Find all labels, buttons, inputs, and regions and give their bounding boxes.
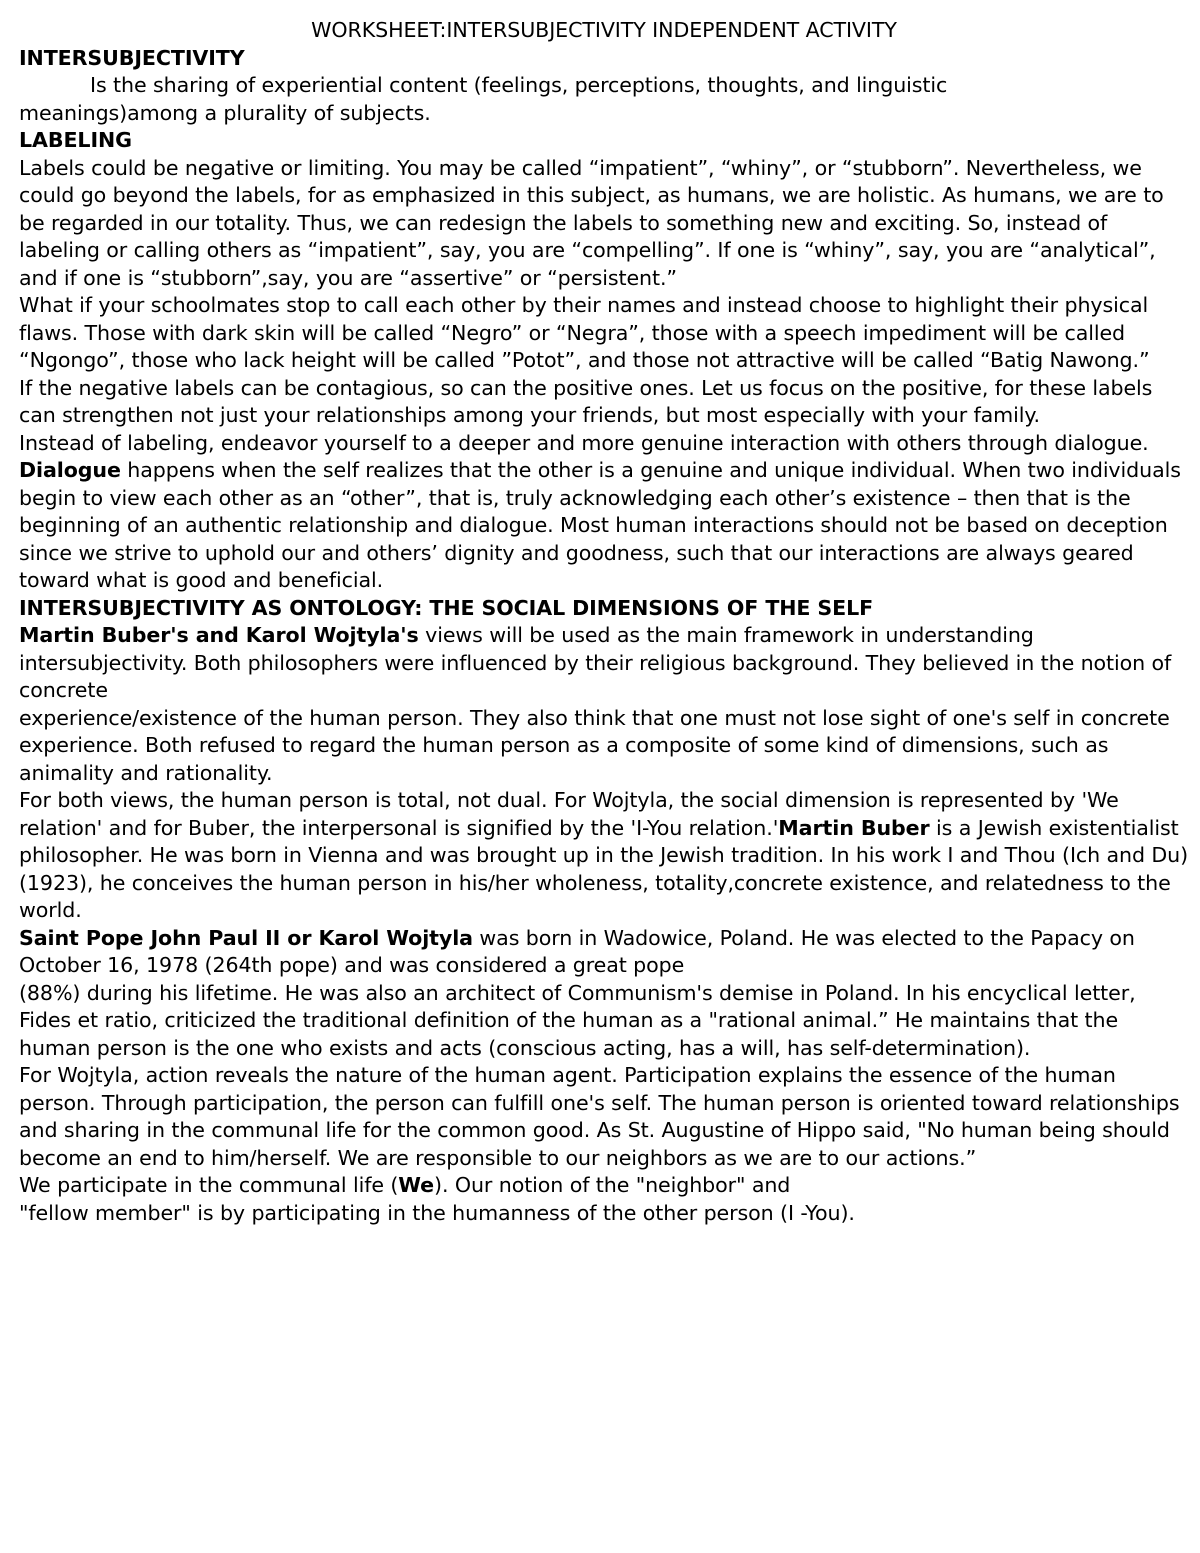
ontology-paragraph-3-cont-3: human person is the one who exists and acts (conscious acting, has a will, has self-determination). xyxy=(19,1035,1031,1060)
ontology-p2-text-b: is a Jewish existentialist philosopher. He was born in Vienna and was brought up in the Jewish tradition. In his work I and Thou (Ich and Du) (1923), he conceives the human person in his/her wholeness, totality,concrete existence, and relatedness to the world. xyxy=(19,815,1189,922)
ontology-paragraph-3-cont-2: Fides et ratio, criticized the traditional definition of the human as a "rational animal.” He maintains that the xyxy=(19,1008,1119,1032)
ontology-paragraph-1-cont: experience/existence of the human person. They also think that one must not lose sight of one's self in concrete experience. Both refused to regard the human person as a composite of some kind of dimensions, such as animality and rationality. xyxy=(19,705,1170,785)
martin-buber-name: Martin Buber xyxy=(778,815,930,840)
labeling-paragraph-4 xyxy=(19,430,1189,595)
ontology-paragraph-4: For Wojtyla, action reveals the nature of the human agent. Participation explains the essence of the human xyxy=(19,1063,1116,1087)
definition-line-2: meanings)among a plurality of subjects. xyxy=(19,100,431,125)
ontology-paragraph-5-cont: "fellow member" is by participating in the humanness of the other person (I -You). xyxy=(19,1200,855,1225)
ontology-paragraph-2 xyxy=(19,787,1189,925)
labeling-p4-text-a: Instead of labeling, endeavor yourself to a deeper and more genuine interaction with others through dialogue. xyxy=(19,430,1149,455)
labeling-paragraph-2: What if your schoolmates stop to call each other by their names and instead choose to highlight their physical flaws. Those with dark skin will be called “Negro” or “Negra”, those with a speech impediment will be called “Ngongo”, those who lack height will be called ”Potot”, and those not attractive will be called “Batig Nawong.” xyxy=(19,293,1150,372)
ontology-paragraph-1 xyxy=(19,622,1189,705)
labeling-paragraph-1: Labels could be negative or limiting. You may be called “impatient”, “whiny”, or “stubborn”. Nevertheless, we could go beyond the labels, for as emphasized in this subject, as humans, we are holistic. As humans, we are to be regarded in our totality. Thus, we can redesign the labels to something new and exciting. So, instead of labeling or calling others as “impatient”, say, you are “compelling”. If one is “whiny”, say, you are “analytical”, and if one is “stubborn”,say, you are “assertive” or “persistent.” xyxy=(19,155,1164,290)
heading-labeling: LABELING xyxy=(19,128,132,152)
heading-ontology: INTERSUBJECTIVITY AS ONTOLOGY: THE SOCIAL DIMENSIONS OF THE SELF xyxy=(19,595,874,620)
definition-line-1: Is the sharing of experiential content (feelings, perceptions, thoughts, and linguistic xyxy=(90,73,948,97)
ontology-p3-text-a: was born in Wadowice, Poland. He was elected to the Papacy on October 16, 1978 (264th pope) and was considered a great pope xyxy=(19,925,1135,977)
ontology-p5-text-b: ). Our notion of the "neighbor" and xyxy=(434,1173,791,1197)
ontology-p1-text-a: views will be used as the main framework in understanding intersubjectivity. Both philosophers were influenced by their religious background. They believed in the notion of concrete xyxy=(19,623,1172,702)
ontology-p2-text-a: For both views, the human person is total, not dual. For Wojtyla, the social dimension is represented by 'We relation' and for Buber, the interpersonal is signified by the 'I-You relation.' xyxy=(19,788,1119,840)
philosophers-names: Martin Buber's and Karol Wojtyla's xyxy=(19,623,419,647)
worksheet-page xyxy=(19,17,1189,1227)
ontology-paragraph-3 xyxy=(19,925,1189,980)
ontology-p5-text-a: We participate in the communal life ( xyxy=(19,1173,399,1197)
worksheet-title: WORKSHEET:INTERSUBJECTIVITY INDEPENDENT ACTIVITY xyxy=(311,18,897,42)
labeling-p4-text-b: happens when the self realizes that the other is a genuine and unique individual. When two individuals begin to view each other as an “other”, that is, truly acknowledging each other’s existence – then that is the beginning of an authentic relationship and dialogue. Most human interactions should not be based on deception since we strive to uphold our and others’ dignity and goodness, such that our interactions are always geared toward what is good and beneficial. xyxy=(19,458,1181,592)
ontology-paragraph-4-cont: person. Through participation, the person can fulfill one's self. The human person is oriented toward relationships and sharing in the communal life for the common good. As St. Augustine of Hippo said, "No human being should become an end to him/herself. We are responsible to our neighbors as we are to our actions.” xyxy=(19,1090,1180,1170)
wojtyla-name: Saint Pope John Paul II or Karol Wojtyla xyxy=(19,925,473,950)
we-term: We xyxy=(398,1173,435,1197)
ontology-paragraph-3-cont-1: (88%) during his lifetime. He was also an architect of Communism's demise in Poland. In his encyclical letter, xyxy=(19,980,1136,1005)
heading-intersubjectivity: INTERSUBJECTIVITY xyxy=(19,45,245,70)
labeling-paragraph-3: If the negative labels can be contagious, so can the positive ones. Let us focus on the positive, for these labels can strengthen not just your relationships among your friends, but most especially with your family. xyxy=(19,375,1153,427)
dialogue-term: Dialogue xyxy=(19,458,121,482)
ontology-paragraph-5 xyxy=(19,1172,1189,1200)
